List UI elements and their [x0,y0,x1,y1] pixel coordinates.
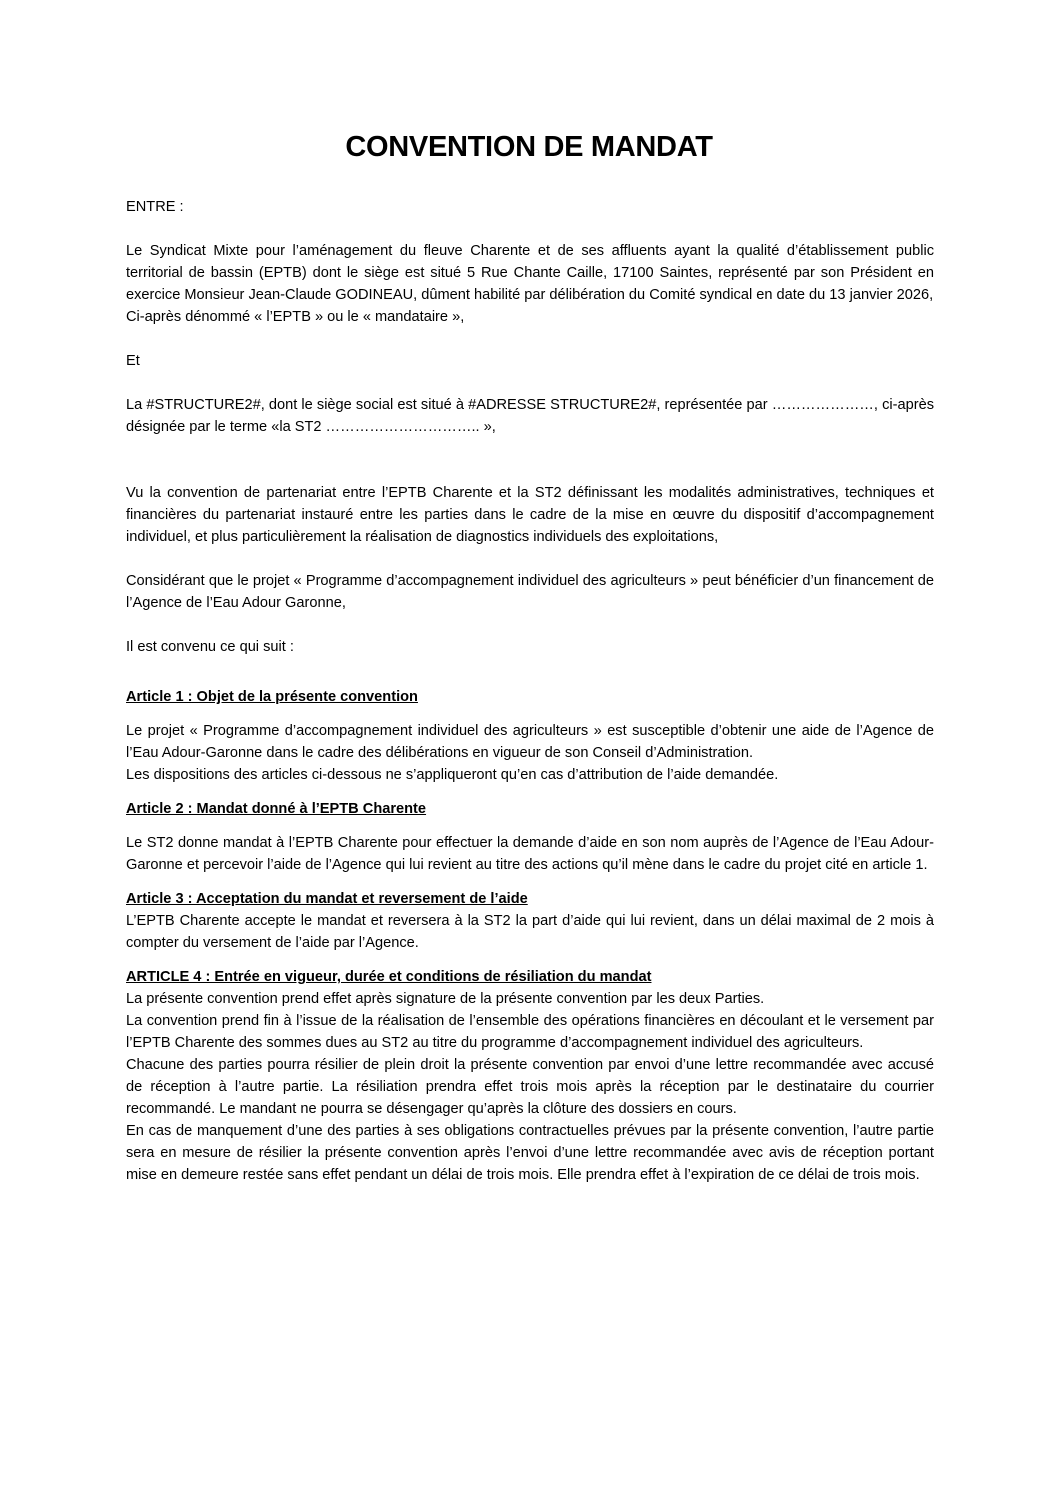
considerant-paragraph: Considérant que le projet « Programme d’accompagnement individuel des agriculteurs » peut bénéficier d’un financement de l’Agence de l’Eau Adour Garonne, [126,573,934,611]
party1-designation: Ci-après dénommé « l’EPTB » ou le « mandataire », [126,309,465,325]
article-3-heading: Article 3 : Acceptation du mandat et reversement de l’aide [126,891,528,907]
article-4-paragraph-1: La présente convention prend effet après signature de la présente convention par les deux Parties. [126,991,765,1007]
article-1-paragraph-2: Les dispositions des articles ci-dessous ne s’appliqueront qu’en cas d’attribution de l’aide demandée. [126,767,779,783]
document-title: CONVENTION DE MANDAT [345,131,713,163]
article-1-heading: Article 1 : Objet de la présente convention [126,689,418,705]
party2-paragraph: La #STRUCTURE2#, dont le siège social est situé à #ADRESSE STRUCTURE2#, représentée par …………………, ci-après désignée par le terme «la ST2 ………………………….. », [126,397,934,435]
et-label: Et [126,353,140,369]
entre-label: ENTRE : [126,199,184,215]
article-4-heading: ARTICLE 4 : Entrée en vigueur, durée et conditions de résiliation du mandat [126,969,652,985]
article-2-heading: Article 2 : Mandat donné à l’EPTB Charente [126,801,427,817]
party1-paragraph: Le Syndicat Mixte pour l’aménagement du fleuve Charente et de ses affluents ayant la qualité d’établissement public territorial de bassin (EPTB) dont le siège est situé 5 Rue Chante Caille, 17100 Saintes, représenté par son Président en exercice Monsieur Jean-Claude GODINEAU, dûment habilité par délibération du Comité syndical en date du 13 janvier 2026, [126,243,934,303]
article-1-paragraph-1: Le projet « Programme d’accompagnement individuel des agriculteurs » est susceptible d’obtenir une aide de l’Agence de l’Eau Adour-Garonne dans le cadre des délibérations en vigueur de son Conseil d’Administration. [126,723,934,761]
document-body [126,196,934,1186]
article-4-paragraph-2: La convention prend fin à l’issue de la réalisation de l’ensemble des opérations financières en découlant et le versement par l’EPTB Charente des sommes dues au ST2 au titre du programme d’accompagnement individuel des agriculteurs. [126,1013,934,1051]
article-4-paragraph-3: Chacune des parties pourra résilier de plein droit la présente convention par envoi d’une lettre recommandée avec accusé de réception à l’autre partie. La résiliation prendra effet trois mois après la réception par le destinataire du courrier recommandé. Le mandant ne pourra se désengager qu’après la clôture des dossiers en cours. [126,1057,934,1117]
article-2-paragraph-1: Le ST2 donne mandat à l’EPTB Charente pour effectuer la demande d’aide en son nom auprès de l’Agence de l’Eau Adour-Garonne et percevoir l’aide de l’Agence qui lui revient au titre des actions qu’il mène dans le cadre du projet cité en article 1. [126,835,934,873]
article-4-paragraph-4: En cas de manquement d’une des parties à ses obligations contractuelles prévues par la présente convention, l’autre partie sera en mesure de résilier la présente convention après l’envoi d’une lettre recommandée avec avis de réception portant mise en demeure restée sans effet pendant un délai de trois mois. Elle prendra effet à l’expiration de ce délai de trois mois. [126,1123,934,1183]
article-3-paragraph-1: L’EPTB Charente accepte le mandat et reversera à la ST2 la part d’aide qui lui revient, dans un délai maximal de 2 mois à compter du versement de l’aide par l’Agence. [126,913,934,951]
vu-paragraph: Vu la convention de partenariat entre l’EPTB Charente et la ST2 définissant les modalités administratives, techniques et financières du partenariat instauré entre les parties dans le cadre de la mise en œuvre du dispositif d’accompagnement individuel, et plus particulièrement la réalisation de diagnostics individuels des exploitations, [126,485,934,545]
convenu-paragraph: Il est convenu ce qui suit : [126,639,294,655]
